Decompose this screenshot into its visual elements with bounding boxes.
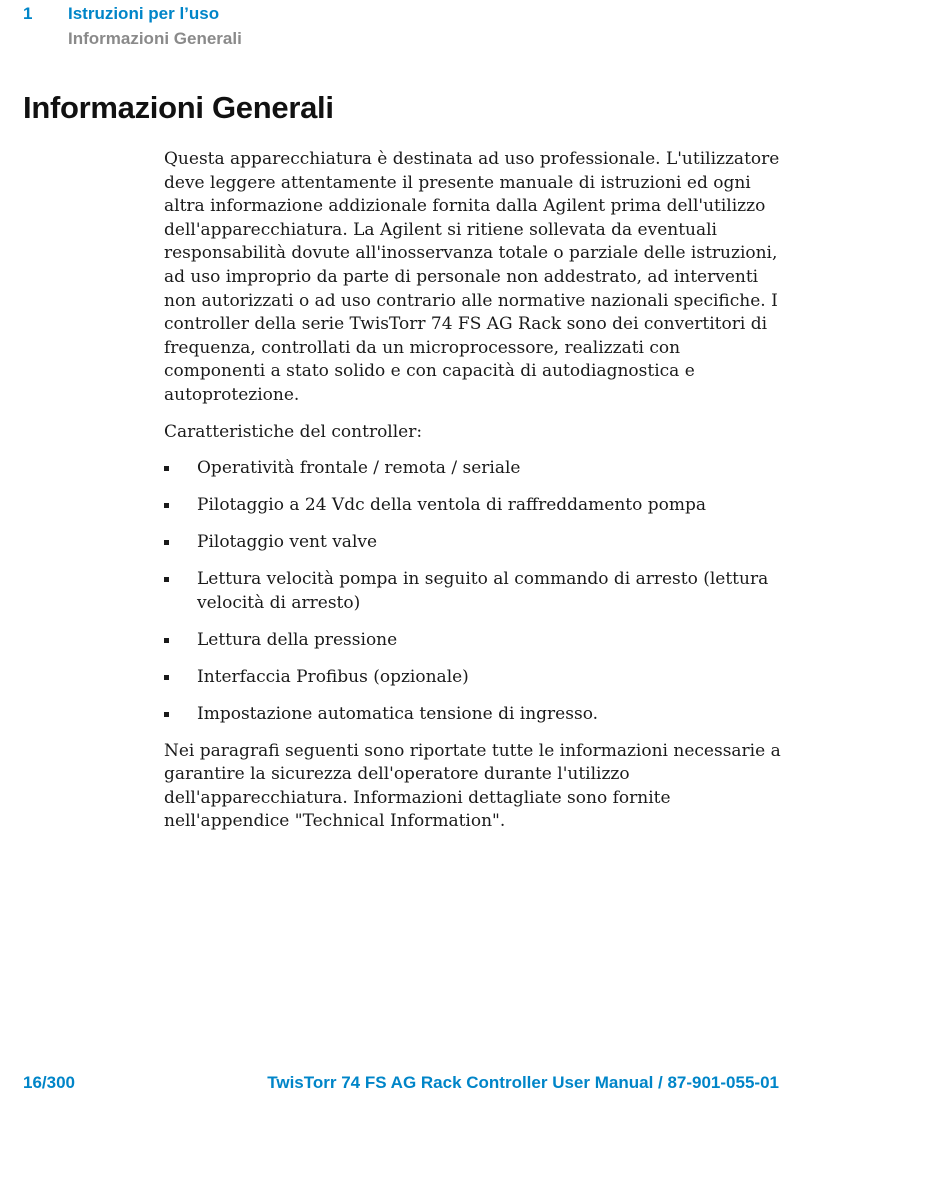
list-item: [164, 666, 784, 690]
list-item-text: Pilotaggio vent valve: [197, 532, 378, 553]
bullet-icon: [164, 675, 169, 680]
bullet-icon: [164, 638, 169, 643]
list-item-text: Pilotaggio a 24 Vdc della ventola di raffreddamento pompa: [197, 495, 707, 516]
chapter-title: Istruzioni per l’uso: [68, 4, 220, 23]
bullet-icon: [164, 503, 169, 508]
intro-paragraph: Questa apparecchiatura è destinata ad uso professionale. L'utilizzatore deve leggere attentamente il presente manuale di istruzioni ed ogni altra informazione addizionale fornita dalla Agilent prima dell'utilizzo dell'apparecchiatura. La Agilent si ritiene sollevata da eventuali responsabilità dovute all'inosservanza totale o parziale delle istruzioni, ad uso improprio da parte di personale non addestrato, ad interventi non autorizzati o ad uso contrario alle normative nazionali specifiche. I controller della serie TwisTorr 74 FS AG Rack sono dei convertitori di frequenza, controllati da un microprocessore, realizzati con componenti a stato solido e con capacità di autodiagnostica e autoprotezione.: [164, 149, 780, 405]
features-label: Caratteristiche del controller:: [164, 421, 423, 442]
bullet-icon: [164, 540, 169, 545]
list-item: [164, 531, 784, 555]
list-item-text: Lettura velocità pompa in seguito al commando di arresto (lettura velocità di arresto): [197, 569, 769, 613]
list-item-text: Operatività frontale / remota / seriale: [197, 458, 521, 479]
list-item: [164, 457, 784, 481]
list-item: [164, 703, 784, 727]
page-title: Informazioni Generali: [23, 90, 334, 125]
list-item-text: Impostazione automatica tensione di ingresso.: [197, 703, 599, 724]
bullet-icon: [164, 577, 169, 582]
closing-paragraph: Nei paragrafi seguenti sono riportate tutte le informazioni necessarie a garantire la sicurezza dell'operatore durante l'utilizzo dell'apparecchiatura. Informazioni dettagliate sono fornite nell'appendice "Technical Information".: [164, 740, 781, 832]
list-item: [164, 568, 784, 615]
body-content: [164, 148, 784, 834]
bullet-icon: [164, 466, 169, 471]
bullet-icon: [164, 712, 169, 717]
list-item-text: Interfaccia Profibus (opzionale): [197, 666, 469, 687]
list-item: [164, 494, 784, 518]
list-item: [164, 629, 784, 653]
document-title: TwisTorr 74 FS AG Rack Controller User Manual / 87-901-055-01: [267, 1073, 779, 1092]
section-title: Informazioni Generali: [68, 29, 242, 48]
list-item-text: Lettura della pressione: [197, 629, 398, 650]
feature-list: [164, 457, 784, 726]
page-number: 16/300: [23, 1073, 75, 1092]
chapter-number: 1: [23, 4, 33, 23]
